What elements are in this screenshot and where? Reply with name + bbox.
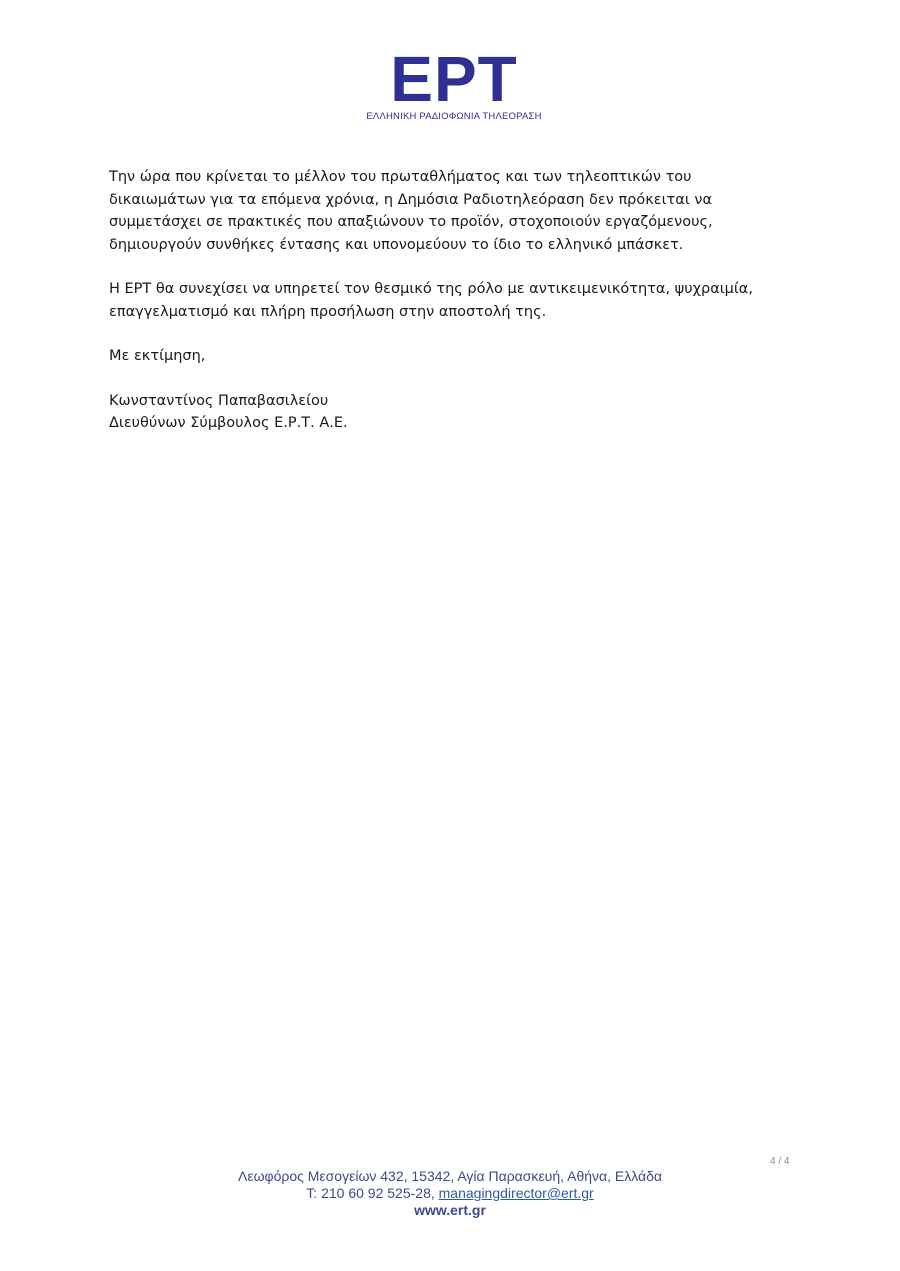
signature-name: Κωνσταντίνος Παπαβασιλείου bbox=[109, 392, 329, 409]
signature-block bbox=[109, 390, 799, 435]
footer-contact bbox=[0, 1185, 900, 1202]
paragraph-line: επαγγελματισμό και πλήρη προσήλωση στην αποστολή της. bbox=[109, 303, 547, 320]
ert-logo bbox=[0, 43, 900, 122]
footer-website[interactable]: www.ert.gr bbox=[414, 1202, 486, 1218]
paragraph-line: δημιουργούν συνθήκες έντασης και υπονομεύουν το ίδιο το ελληνικό μπάσκετ. bbox=[109, 236, 684, 253]
footer-address: Λεωφόρος Μεσογείων 432, 15342, Αγία Παρασκευή, Αθήνα, Ελλάδα bbox=[237, 1168, 662, 1184]
footer-phone: Τ: 210 60 92 525-28, bbox=[306, 1185, 439, 1201]
logo-wordmark: EPT bbox=[390, 43, 518, 115]
paragraph-line: Την ώρα που κρίνεται το μέλλον του πρωταθλήματος και των τηλεοπτικών του bbox=[109, 169, 692, 185]
letter-body bbox=[109, 166, 799, 435]
logo-tagline: ΕΛΛΗΝΙΚΗ ΡΑΔΙΟΦΩΝΙΑ ΤΗΛΕΟΡΑΣΗ bbox=[366, 111, 542, 122]
letter-paragraph-1 bbox=[109, 166, 799, 256]
footer-email-link[interactable]: managingdirector@ert.gr bbox=[438, 1185, 594, 1201]
letter-paragraph-2 bbox=[109, 278, 799, 323]
paragraph-line: Η ΕΡΤ θα συνεχίσει να υπηρετεί τον θεσμικό της ρόλο με αντικειμενικότητα, ψυχραιμία, bbox=[109, 281, 753, 297]
paragraph-line: δικαιωμάτων για τα επόμενα χρόνια, η Δημόσια Ραδιοτηλεόραση δεν πρόκειται να bbox=[109, 191, 713, 208]
letter-closing: Με εκτίμηση, bbox=[109, 348, 206, 364]
page-footer bbox=[0, 1168, 900, 1219]
paragraph-line: συμμετάσχει σε πρακτικές που απαξιώνουν το προϊόν, στοχοποιούν εργαζόμενους, bbox=[109, 214, 713, 230]
page-number: 4 / 4 bbox=[770, 1156, 790, 1167]
signature-title: Διευθύνων Σύμβουλος Ε.Ρ.Τ. Α.Ε. bbox=[109, 415, 348, 431]
